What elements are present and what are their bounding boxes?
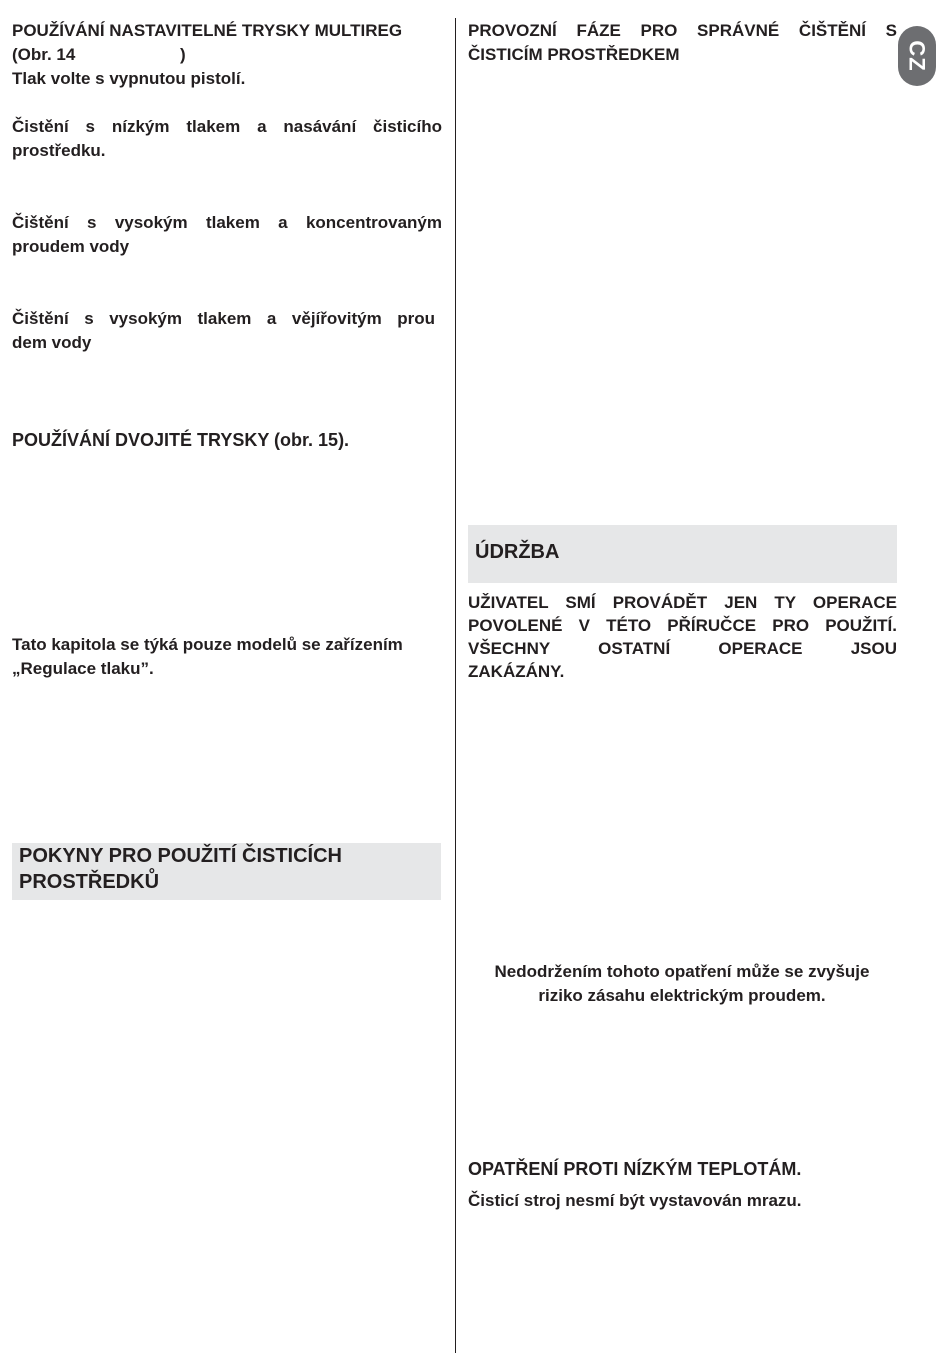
multireg-title-line-2: (Obr. 14 xyxy=(12,45,76,64)
high-concentrated-line-2: proudem vody xyxy=(12,237,130,256)
high-fan-line-2: dem vody xyxy=(12,333,92,352)
double-nozzle-title: POUŽÍVÁNÍ DVOJITÉ TRYSKY (obr. 15). xyxy=(12,430,350,450)
high-concentrated-line-1: Čištění s vysokým tlakem a koncentrovaným xyxy=(12,213,442,232)
detergents-section-title-line-1: POKYNY PRO POUŽITÍ ČISTICÍCH xyxy=(19,845,342,867)
shock-warning-line-2: riziko zásahu elektrickým proudem. xyxy=(538,986,826,1005)
column-divider xyxy=(455,18,456,1353)
pressure-regulation-line-1: Tato kapitola se týká pouze modelů se zařízením xyxy=(12,635,403,654)
user-warning-line-2: POVOLENÉ V TÉTO PŘÍRUČCE PRO POUŽITÍ. xyxy=(468,616,897,635)
user-warning-line-1: UŽIVATEL SMÍ PROVÁDĚT JEN TY OPERACE xyxy=(468,593,897,612)
multireg-title-line-1: POUŽÍVÁNÍ NASTAVITELNÉ TRYSKY MULTIREG xyxy=(12,21,403,40)
detergents-section-title-line-2: PROSTŘEDKŮ xyxy=(19,871,160,893)
shock-warning-line-1: Nedodržením tohoto opatření může se zvyšuje xyxy=(494,962,870,981)
multireg-pressure-note: Tlak volte s vypnutou pistolí. xyxy=(12,69,246,88)
low-pressure-line-1: Čistění s nízkým tlakem a nasávání čisticího xyxy=(12,117,442,136)
user-warning-line-4: ZAKÁZÁNY. xyxy=(468,662,565,681)
language-code: CZ xyxy=(904,40,930,72)
user-warning-line-3: VŠECHNY OSTATNÍ OPERACE JSOU xyxy=(468,639,897,658)
maintenance-section-title: ÚDRŽBA xyxy=(475,541,560,563)
language-badge xyxy=(898,26,936,86)
frost-text: Čisticí stroj nesmí být vystavován mrazu. xyxy=(468,1191,802,1210)
frost-title: OPATŘENÍ PROTI NÍZKÝM TEPLOTÁM. xyxy=(468,1159,802,1179)
pressure-regulation-line-2: „Regulace tlaku”. xyxy=(12,659,154,678)
phase-title-line-1: PROVOZNÍ FÁZE PRO SPRÁVNÉ ČIŠTĚNÍ S xyxy=(468,21,897,40)
high-fan-line-1: Čištění s vysokým tlakem a vějířovitým prou xyxy=(12,309,435,328)
multireg-title-line-2-close: ) xyxy=(180,45,186,64)
phase-title-line-2: ČISTICÍM PROSTŘEDKEM xyxy=(468,45,680,64)
low-pressure-line-2: prostředku. xyxy=(12,141,106,160)
